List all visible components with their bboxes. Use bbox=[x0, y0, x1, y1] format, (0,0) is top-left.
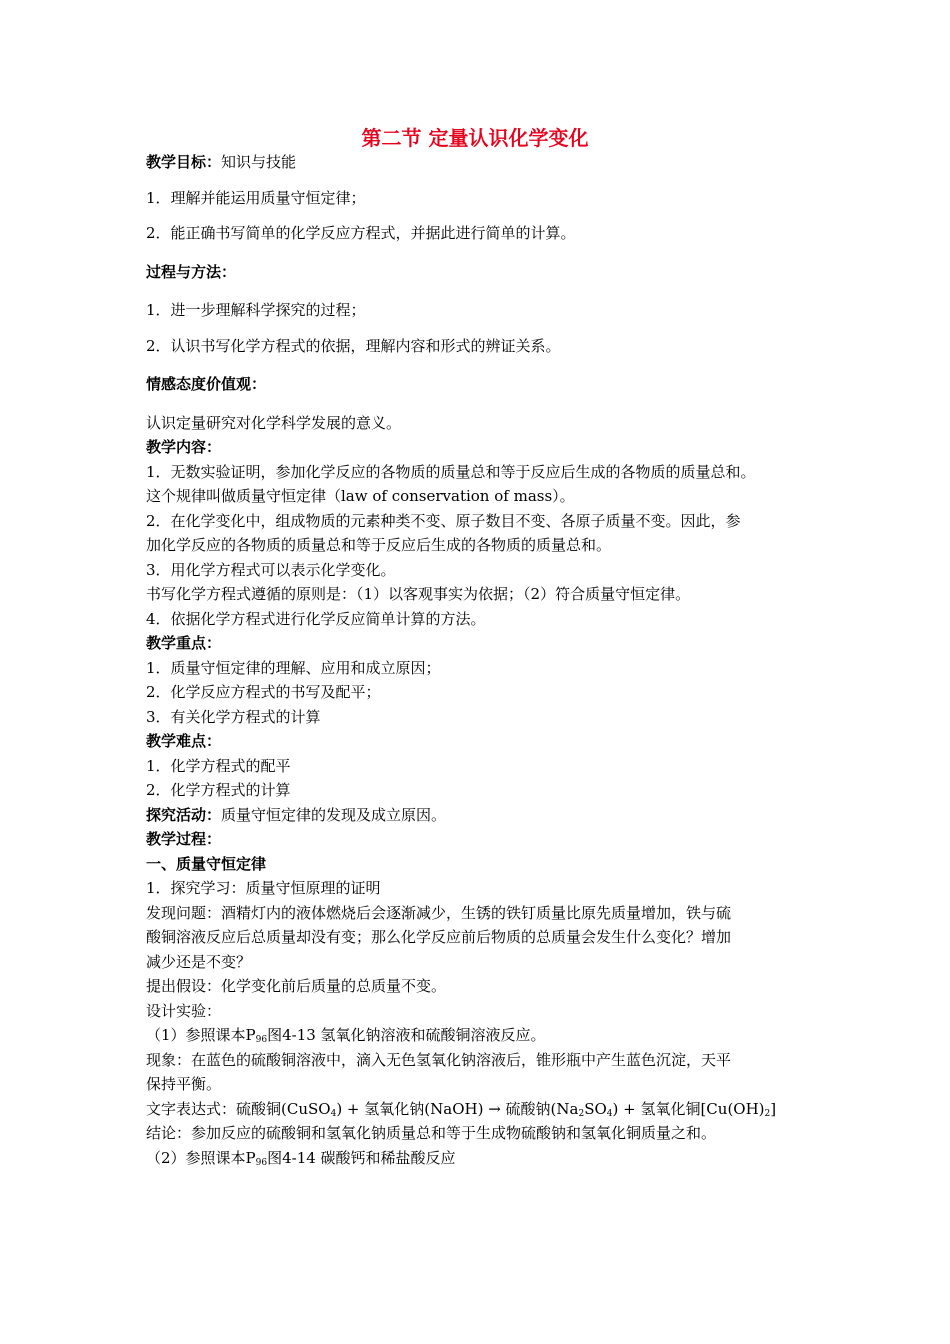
key-point-item: 2．化学反应方程式的书写及配平； bbox=[146, 683, 381, 701]
knowledge-item-1: 1．理解并能运用质量守恒定律； bbox=[146, 188, 366, 207]
experiment-2-line bbox=[146, 1146, 826, 1171]
page-subscript: 96 bbox=[255, 1035, 268, 1045]
experiment-1-prefix: （1）参照课本P bbox=[146, 1026, 256, 1044]
process-method-heading: 过程与方法： bbox=[146, 262, 237, 281]
content-line: 这个规律叫做质量守恒定律（law of conservation of mass）。 bbox=[146, 487, 575, 505]
eq-subscript: 2 bbox=[764, 1108, 771, 1119]
process-method-item-1: 1．进一步理解科学探究的过程； bbox=[146, 301, 366, 319]
eq-part: 文字表达式：硫酸铜(CuSO bbox=[146, 1099, 331, 1118]
content-line: 1．无数实验证明，参加化学反应的各物质的质量总和等于反应后生成的各物质的质量总和。 bbox=[146, 462, 756, 481]
process-method-item-2: 2．认识书写化学方程式的依据，理解内容和形式的辨证关系。 bbox=[146, 336, 561, 355]
content-line: 4．依据化学方程式进行化学反应简单计算的方法。 bbox=[146, 609, 486, 628]
content-line: 3．用化学方程式可以表示化学变化。 bbox=[146, 560, 396, 579]
process-line: 提出假设：化学变化前后质量的总质量不变。 bbox=[146, 977, 447, 995]
process-line: 1．探究学习：质量守恒原理的证明 bbox=[146, 879, 381, 897]
content-line: 加化学反应的各物质的质量总和等于反应后生成的各物质的质量总和。 bbox=[146, 536, 612, 554]
process-line: 减少还是不变？ bbox=[146, 952, 252, 971]
process-line: 设计实验： bbox=[146, 1001, 222, 1020]
eq-subscript: 4 bbox=[606, 1108, 613, 1119]
difficulty-item: 1．化学方程式的配平 bbox=[146, 756, 291, 775]
conclusion-line: 结论：参加反应的硫酸铜和氢氧化钠质量总和等于生成物硫酸钠和氢氧化铜质量之和。 bbox=[146, 1124, 717, 1142]
objectives-heading: 教学目标： bbox=[146, 153, 222, 171]
activity-text: 质量守恒定律的发现及成立原因。 bbox=[221, 805, 447, 824]
page-title: 第二节 定量认识化学变化 bbox=[361, 126, 589, 150]
eq-part: ) + 氢氧化钠(NaOH) → 硫酸钠(Na bbox=[336, 1099, 579, 1118]
section-heading: 一、质量守恒定律 bbox=[146, 854, 267, 873]
experiment-1-title: 图4-13 氢氧化钠溶液和硫酸铜溶液反应。 bbox=[267, 1026, 546, 1044]
document-body bbox=[146, 150, 826, 1170]
experiment-2-prefix: （2）参照课本P bbox=[146, 1148, 256, 1167]
difficulty-item: 2．化学方程式的计算 bbox=[146, 781, 291, 799]
process-line: 发现问题：酒精灯内的液体燃烧后会逐渐减少，生锈的铁钉质量比原先质量增加，铁与硫 bbox=[146, 903, 732, 922]
objectives-subheading: 知识与技能 bbox=[221, 153, 297, 171]
emotion-heading: 情感态度价值观： bbox=[146, 375, 267, 393]
word-equation-line bbox=[146, 1097, 826, 1122]
experiment-2-title: 图4-14 碳酸钙和稀盐酸反应 bbox=[267, 1148, 456, 1167]
eq-part: ] bbox=[770, 1099, 777, 1118]
activity-line bbox=[146, 803, 826, 828]
emotion-text: 认识定量研究对化学科学发展的意义。 bbox=[146, 413, 402, 432]
eq-part: SO bbox=[584, 1099, 607, 1118]
phenomenon-line: 保持平衡。 bbox=[146, 1075, 222, 1093]
process-line: 酸铜溶液反应后总质量却没有变；那么化学反应前后物质的总质量会发生什么变化？增加 bbox=[146, 928, 732, 946]
objectives-heading-line bbox=[146, 150, 826, 175]
content-line: 书写化学方程式遵循的原则是：（1）以客观事实为依据；（2）符合质量守恒定律。 bbox=[146, 585, 691, 603]
eq-subscript: 2 bbox=[578, 1108, 585, 1119]
eq-part: ) + 氢氧化铜[Cu(OH) bbox=[612, 1099, 765, 1118]
eq-subscript: 4 bbox=[330, 1108, 337, 1119]
phenomenon-line: 现象：在蓝色的硫酸铜溶液中，滴入无色氢氧化钠溶液后，锥形瓶中产生蓝色沉淀，天平 bbox=[146, 1050, 732, 1069]
difficulties-heading: 教学难点： bbox=[146, 732, 222, 750]
knowledge-item-2: 2．能正确书写简单的化学反应方程式，并据此进行简单的计算。 bbox=[146, 224, 576, 242]
page-subscript: 96 bbox=[255, 1157, 268, 1168]
activity-heading: 探究活动： bbox=[146, 805, 222, 824]
content-heading: 教学内容： bbox=[146, 438, 222, 456]
key-points-heading: 教学重点： bbox=[146, 634, 222, 652]
experiment-1-line bbox=[146, 1023, 826, 1048]
key-point-item: 1．质量守恒定律的理解、应用和成立原因； bbox=[146, 658, 441, 677]
teaching-process-heading: 教学过程： bbox=[146, 830, 222, 848]
content-line: 2．在化学变化中，组成物质的元素种类不变、原子数目不变、各原子质量不变。因此，参 bbox=[146, 511, 741, 530]
key-point-item: 3．有关化学方程式的计算 bbox=[146, 707, 321, 726]
